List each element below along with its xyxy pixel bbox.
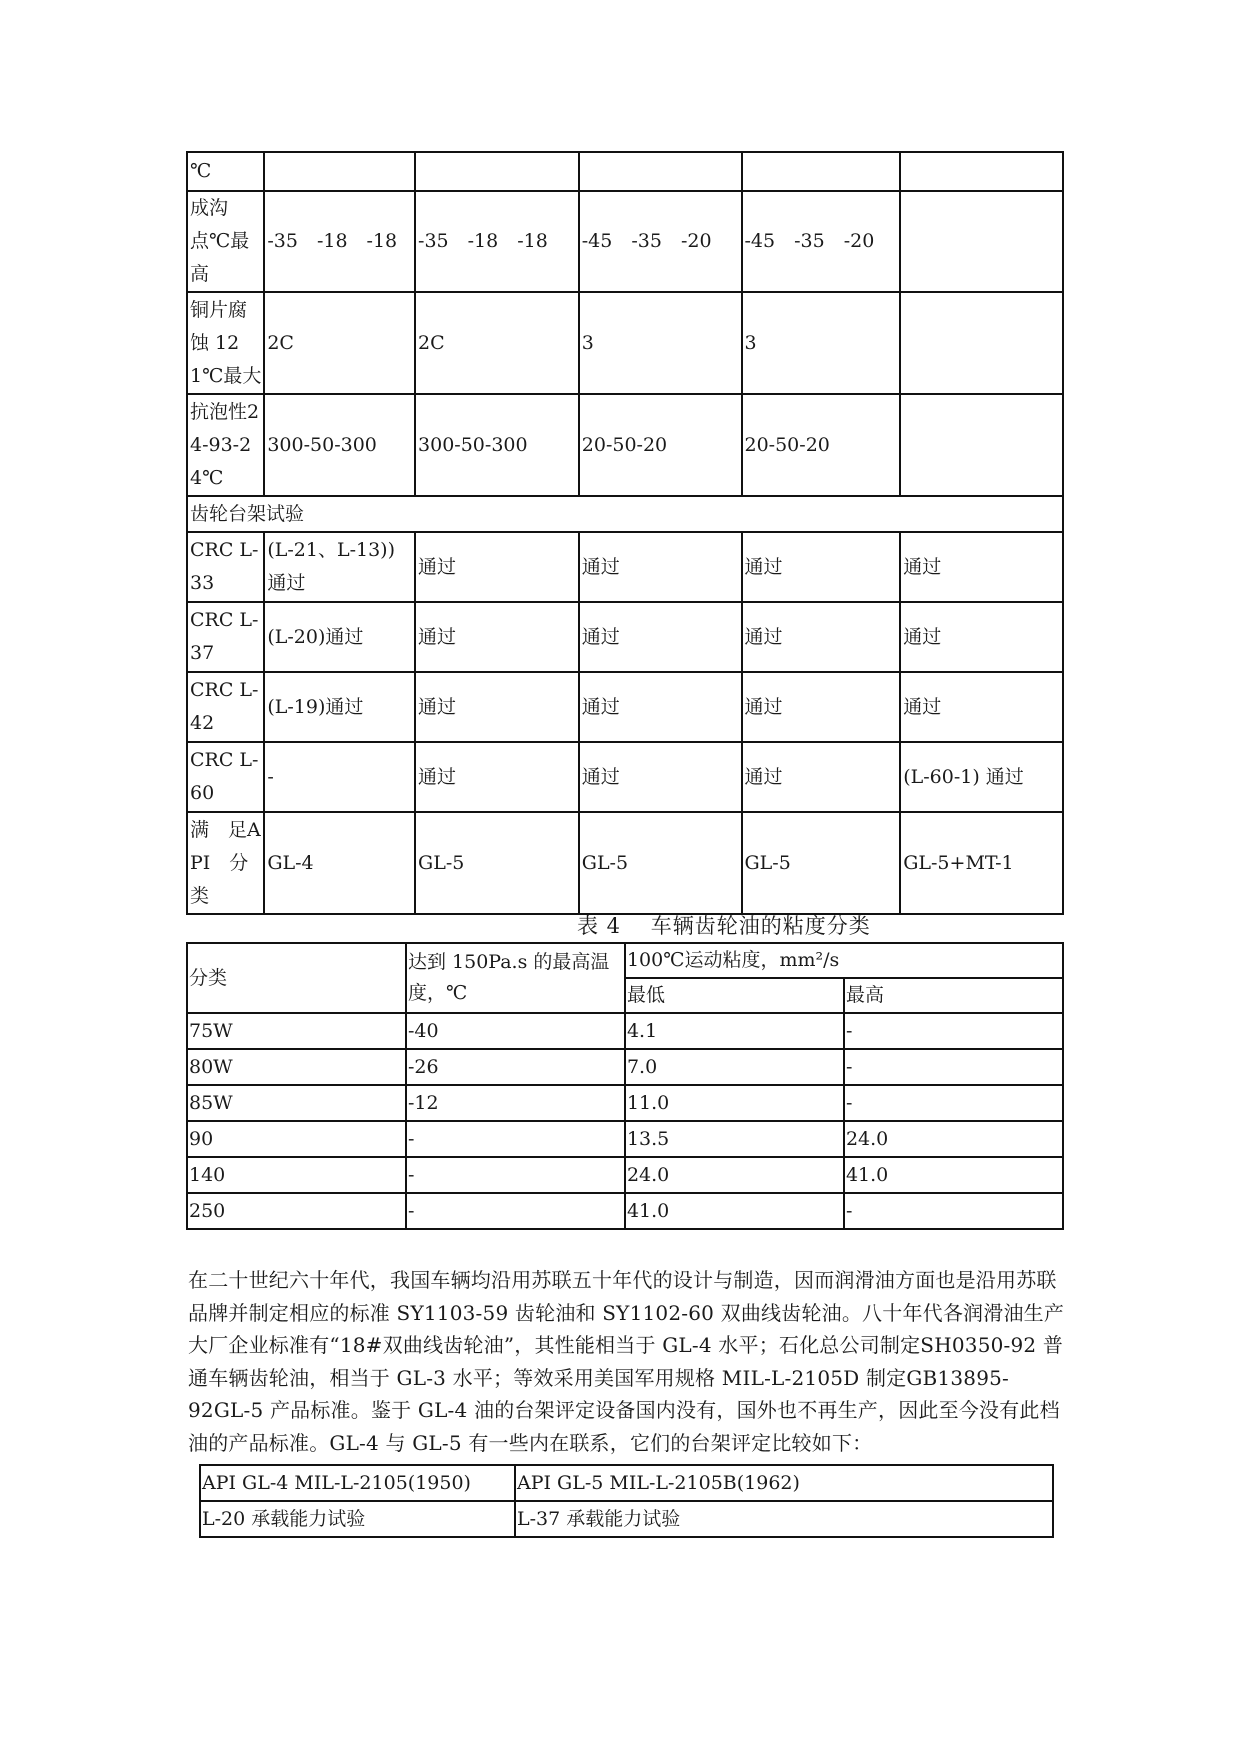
table-cell: -45 -35 -20	[742, 191, 901, 292]
table-row	[187, 602, 1063, 672]
table-cell: 通过	[900, 602, 1063, 672]
row-label: 满 足API 分类	[187, 812, 264, 914]
table-cell: 13.5	[625, 1121, 844, 1157]
viscosity-table-body	[187, 1013, 1063, 1229]
table-cell: 通过	[579, 532, 742, 602]
table-row	[187, 152, 1063, 191]
table-cell: 通过	[742, 532, 901, 602]
table-cell: 2C	[264, 292, 415, 394]
table-row	[187, 191, 1063, 292]
table-cell: 3	[742, 292, 901, 394]
table-cell: 通过	[742, 602, 901, 672]
table-cell: API GL-5 MIL-L-2105B(1962)	[515, 1465, 1053, 1501]
table-cell: -35 -18 -18	[415, 191, 579, 292]
table-cell	[264, 152, 415, 191]
table-cell: GL-5	[415, 812, 579, 914]
table-cell: -	[406, 1193, 625, 1229]
table-cell: 4.1	[625, 1013, 844, 1049]
row-label: CRC L-37	[187, 602, 264, 672]
table-cell: 24.0	[844, 1121, 1063, 1157]
header-max: 最高	[844, 978, 1063, 1013]
specs-table	[186, 151, 1064, 915]
table-cell: 300-50-300	[264, 394, 415, 496]
row-label: 抗泡性24-93-24℃	[187, 394, 264, 496]
table-header-row	[187, 943, 1063, 978]
table-row	[187, 1049, 1063, 1085]
table-cell: 140	[187, 1157, 406, 1193]
table-cell: GL-4	[264, 812, 415, 914]
body-paragraph	[188, 1264, 1066, 1460]
table-cell	[900, 191, 1063, 292]
table-cell: -	[844, 1193, 1063, 1229]
table-cell	[742, 152, 901, 191]
table-cell: 85W	[187, 1085, 406, 1121]
table-cell: 通过	[415, 742, 579, 812]
table-row	[187, 532, 1063, 602]
table-cell: 通过	[415, 672, 579, 742]
table-cell	[900, 152, 1063, 191]
table-row	[187, 292, 1063, 394]
row-label: CRC L-42	[187, 672, 264, 742]
table-cell: -45 -35 -20	[579, 191, 742, 292]
table-cell: 41.0	[844, 1157, 1063, 1193]
comparison-table-body	[200, 1465, 1053, 1537]
table-cell: 通过	[900, 672, 1063, 742]
table-cell: -12	[406, 1085, 625, 1121]
table-cell	[415, 152, 579, 191]
row-label: CRC L-33	[187, 532, 264, 602]
table-cell: GL-5	[579, 812, 742, 914]
table-cell: 通过	[415, 602, 579, 672]
table-cell: -	[844, 1013, 1063, 1049]
table-cell: 75W	[187, 1013, 406, 1049]
table-cell: 11.0	[625, 1085, 844, 1121]
table-cell: (L-19)通过	[264, 672, 415, 742]
table-cell: 90	[187, 1121, 406, 1157]
specs-table-body	[187, 152, 1063, 914]
table-cell: -	[844, 1085, 1063, 1121]
table-row	[187, 1085, 1063, 1121]
table-cell: 20-50-20	[579, 394, 742, 496]
table-cell: 20-50-20	[742, 394, 901, 496]
table-cell: 通过	[900, 532, 1063, 602]
table-cell: API GL-4 MIL-L-2105(1950)	[200, 1465, 515, 1501]
row-label: 成沟点℃最高	[187, 191, 264, 292]
table-cell: 250	[187, 1193, 406, 1229]
table-row	[187, 672, 1063, 742]
table4-caption: 表 4 车辆齿轮油的粘度分类	[577, 914, 871, 938]
table-cell: 7.0	[625, 1049, 844, 1085]
table-cell: 通过	[579, 742, 742, 812]
header-max-temp: 达到 150Pa.s 的最高温度，℃	[406, 943, 625, 1013]
header-min: 最低	[625, 978, 844, 1013]
table-cell: 通过	[742, 742, 901, 812]
header-category: 分类	[187, 943, 406, 1013]
table-row	[187, 496, 1063, 532]
table-row	[187, 1121, 1063, 1157]
table-row	[187, 1157, 1063, 1193]
table-cell: GL-5+MT-1	[900, 812, 1063, 914]
table-row	[187, 394, 1063, 496]
paragraph-text: 在二十世纪六十年代，我国车辆均沿用苏联五十年代的设计与制造，因而润滑油方面也是沿用苏联品牌并制定相应的标准 SY1103-59 齿轮油和 SY1102-60 双曲线齿轮油。八十年代各润滑油生产大厂企业标准有“18#双曲线齿轮油”，其性能相当于 GL-4 水平；石化总公司制定SH0350-92 普通车辆齿轮油，相当于 GL-3 水平；等效采用美国军用规格 MIL-L-2105D 制定GB13895-92GL-5 产品标准。鉴于 GL-4 油的台架评定设备国内没有，国外也不再生产，因此至今没有此档油的产品标准。GL-4 与 GL-5 有一些内在联系，它们的台架评定比较如下：	[188, 1268, 1065, 1455]
table-row	[200, 1501, 1053, 1537]
table-cell: 通过	[742, 672, 901, 742]
table-cell: L-37 承载能力试验	[515, 1501, 1053, 1537]
table-cell: -40	[406, 1013, 625, 1049]
table-row	[187, 742, 1063, 812]
table-row	[200, 1465, 1053, 1501]
section-header: 齿轮台架试验	[187, 496, 1063, 532]
viscosity-table	[186, 942, 1064, 1230]
table-cell: 2C	[415, 292, 579, 394]
table-cell	[900, 292, 1063, 394]
table-cell: -	[844, 1049, 1063, 1085]
table-cell: -35 -18 -18	[264, 191, 415, 292]
table-cell: L-20 承载能力试验	[200, 1501, 515, 1537]
table-cell: GL-5	[742, 812, 901, 914]
table-cell: 41.0	[625, 1193, 844, 1229]
header-viscosity: 100℃运动粘度，mm²/s	[625, 943, 1063, 978]
table-cell: 通过	[579, 602, 742, 672]
table-cell	[900, 394, 1063, 496]
table-cell: (L-60-1) 通过	[900, 742, 1063, 812]
table-cell: 300-50-300	[415, 394, 579, 496]
table-cell: (L-20)通过	[264, 602, 415, 672]
table-row	[187, 1193, 1063, 1229]
row-label: CRC L-60	[187, 742, 264, 812]
table-cell: -26	[406, 1049, 625, 1085]
table-row	[187, 1013, 1063, 1049]
row-label: ℃	[187, 152, 264, 191]
table-cell: -	[264, 742, 415, 812]
table-cell: 80W	[187, 1049, 406, 1085]
table-cell	[579, 152, 742, 191]
table-row	[187, 812, 1063, 914]
table-cell: -	[406, 1121, 625, 1157]
table-cell: (L-21、L-13))通过	[264, 532, 415, 602]
table-cell: -	[406, 1157, 625, 1193]
table-cell: 通过	[579, 672, 742, 742]
table-cell: 24.0	[625, 1157, 844, 1193]
table-cell: 3	[579, 292, 742, 394]
table-cell: 通过	[415, 532, 579, 602]
comparison-table	[199, 1464, 1054, 1538]
row-label: 铜片腐蚀 121℃最大	[187, 292, 264, 394]
